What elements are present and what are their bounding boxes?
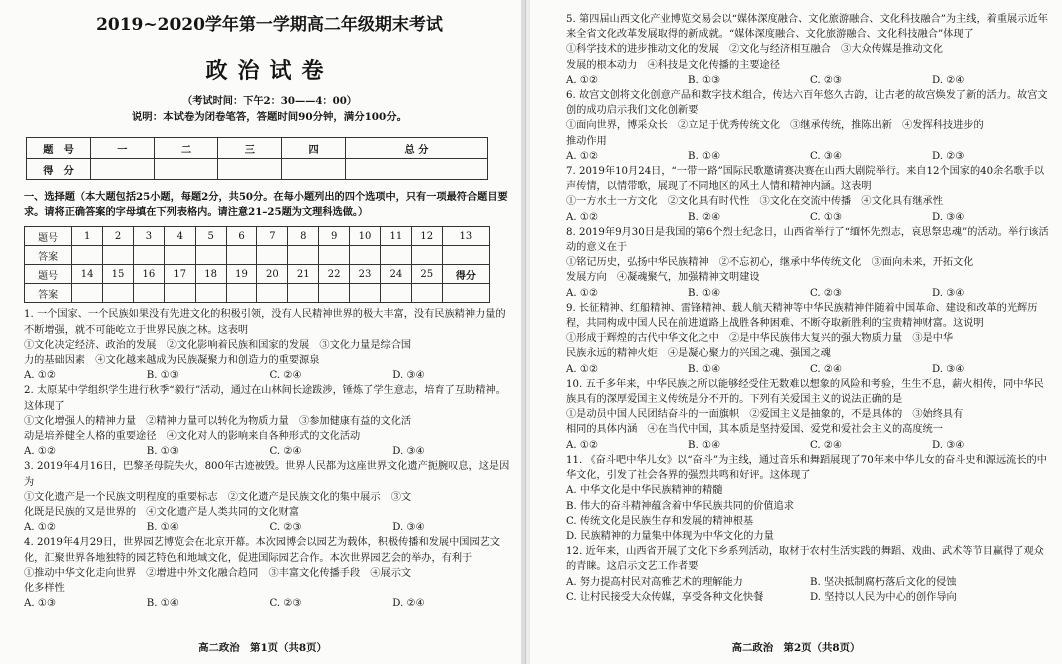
answer-cell[interactable]: [411, 284, 442, 303]
answer-table-row: [25, 265, 490, 284]
answer-cell[interactable]: [442, 284, 489, 303]
score-label-cell: 得 分: [27, 159, 91, 180]
question-1-statements: ①文化决定经济、政治的发展 ②文化影响着民族和国家的发展 ③文化力量是综合国: [24, 339, 412, 351]
option-d: D. ③④: [392, 370, 425, 382]
page-footer: 高二政治 第2页（共8页）: [731, 642, 861, 654]
question-4: 4. 2019年4月29日，世界园艺博览会在北京开幕。本次园博会以园艺为载体，积极传播和发展中国园艺文化，汇聚世界各地独特的园艺特色和地域文化，促进国际园艺合作。本次世界园艺会的举办，有利于: [24, 537, 501, 564]
question-6-statements: ①面向世界，博采众长 ②立足于优秀传统文化 ③继承传统，推陈出新 ④发挥科技进步的: [566, 120, 984, 132]
question-10: 10. 五千多年来，中华民族之所以能够经受住无数难以想象的风险和考验，生生不息，薪火相传，同中华民族具有的深厚爱国主义传统是分不开的。下列有关爱国主义的说法正确的是: [566, 378, 1044, 406]
answer-header-cell: 9: [319, 227, 350, 246]
score-header-cell: 三: [218, 138, 282, 159]
answer-header-cell: 10: [350, 227, 381, 246]
question-12: 12. 近年来，山西省开展了文化下乡系列活动，取材于农村生活实践的舞蹈、戏曲、武术等节目赢得了观众的青睐。这启示文艺工作者要: [566, 546, 1044, 573]
answer-header-cell: 22: [319, 265, 350, 284]
option-d: D. ②④: [392, 598, 425, 610]
answer-cell[interactable]: [319, 246, 350, 265]
option-a: A. 中华文化是中华民族精神的精髓: [566, 485, 723, 497]
option-d: D. 坚持以人民为中心的创作导向: [810, 591, 957, 603]
answer-header-cell: 4: [164, 227, 195, 246]
option-c: C. ②③: [269, 522, 302, 534]
answer-header-cell: 1: [72, 227, 103, 246]
answer-header-cell: 12: [411, 227, 442, 246]
option-c: C. 让村民接受大众传媒，享受各种文化快餐: [566, 591, 764, 603]
question-3: 3. 2019年4月16日，巴黎圣母院失火，800年古迹被毁。世界人民都为这座世界文化遗产扼腕叹息，这是因为: [24, 461, 510, 488]
answer-cell[interactable]: [195, 284, 226, 303]
option-b: B. ①④: [688, 287, 721, 299]
option-a: A. ①②: [566, 439, 599, 451]
question-9-statements: ①形成于辉煌的古代中华文化之中 ②是中华民族伟大复兴的强大物质力量 ③是中华: [566, 333, 954, 345]
score-cell[interactable]: [282, 159, 346, 180]
answer-cell[interactable]: [288, 284, 319, 303]
option-a: A. ①②: [24, 522, 57, 534]
question-10-statements: 相同的具体内涵 ④在当代中国，其本质是坚持爱国、爱党和爱社会主义的高度统一: [566, 424, 943, 436]
option-b: B. ①③: [146, 446, 179, 458]
question-3-statements: 化既是民族的又是世界的 ④文化遗产是人类共同的文化财富: [24, 507, 300, 519]
question-4-statements: 化多样性: [24, 583, 65, 595]
score-cell[interactable]: [91, 159, 155, 180]
answer-header-cell: 得分: [442, 265, 489, 284]
question-3-statements: ①文化遗产是一个民族文明程度的重要标志 ②文化遗产是民族文化的集中展示 ③文: [24, 491, 412, 503]
page-2: [530, 0, 1062, 664]
answer-header-cell: 题号: [25, 265, 72, 284]
option-d: D. ②④: [932, 74, 965, 86]
option-c: C. ②④: [810, 439, 843, 451]
exam-title: 2019~2020学年第一学期高二年级期末考试: [96, 15, 443, 35]
question-10-options: [566, 438, 1054, 453]
answer-cell[interactable]: [195, 246, 226, 265]
score-header-cell: 四: [282, 138, 346, 159]
option-b: B. ①④: [688, 150, 721, 162]
answer-header-cell: 14: [72, 265, 103, 284]
option-d: D. ③④: [392, 522, 425, 534]
option-c: C. ③④: [810, 150, 843, 162]
option-a: A. ①②: [566, 287, 599, 299]
page-1: [0, 0, 526, 664]
option-b: B. ②④: [688, 211, 721, 223]
answer-header-cell: 24: [380, 265, 411, 284]
option-c: C. ②④: [269, 370, 302, 382]
answer-table-row: [25, 284, 490, 303]
page-footer: 高二政治 第1页（共8页）: [198, 642, 327, 654]
question-4-statements: ①推动中华文化走向世界 ②增进中外文化融合趋同 ③丰富文化传播手段 ④展示文: [24, 567, 412, 579]
score-cell[interactable]: [345, 159, 487, 180]
answer-header-cell: 16: [133, 265, 164, 284]
section-1-heading: 一、选择题（本大题包括25小题，每题2分，共50分。在每小题列出的四个选项中，只有一项最符合题目要求。请将正确答案的字母填在下列表格内。请注意21–25题为文理科选做。）: [24, 191, 508, 219]
answer-header-cell: 17: [164, 265, 195, 284]
answer-table-row: [25, 227, 490, 246]
score-cell[interactable]: [218, 159, 282, 180]
answer-cell[interactable]: [319, 284, 350, 303]
question-1: 1. 一个国家、一个民族如果没有先进文化的积极引领，没有人民精神世界的极大丰富，没有民族精神力量的不断增强，就不可能屹立于世界民族之林。这表明: [24, 309, 506, 336]
answer-header-cell: 11: [380, 227, 411, 246]
question-8-statements: 发展方向 ④凝魂聚气，加强精神文明建设: [566, 272, 760, 284]
answer-cell[interactable]: [411, 246, 442, 265]
question-5-statements: 发展的根本动力 ④科技是文化传播的主要途径: [566, 59, 780, 71]
option-c: C. ②④: [269, 446, 302, 458]
question-11: 11. 《奋斗吧中华儿女》以“奋斗”为主线，通过音乐和舞蹈展现了70年来中华儿女的奋斗史和源远流长的中华文化，引发了社会各界的强烈共鸣和好评。这体现了: [566, 454, 1047, 482]
option-a: A. ①②: [24, 446, 57, 458]
answer-cell[interactable]: [164, 246, 195, 265]
option-b: B. ①④: [146, 522, 179, 534]
answer-header-cell: 19: [226, 265, 257, 284]
answer-header-cell: 7: [257, 227, 288, 246]
question-8: 8. 2019年9月30日是我国的第6个烈士纪念日，山西省举行了“缅怀先烈志，哀思祭忠魂”的活动。举行该活动的意义在于: [566, 226, 1049, 254]
answer-cell[interactable]: [442, 246, 489, 265]
answer-cell[interactable]: [226, 284, 257, 303]
score-table: [26, 137, 488, 180]
answer-cell[interactable]: [103, 246, 134, 265]
question-9-options: [566, 362, 1054, 377]
answer-header-cell: 6: [226, 227, 257, 246]
option-c: C. ①③: [810, 211, 843, 223]
answer-cell[interactable]: [133, 246, 164, 265]
score-header-cell: 总 分: [345, 138, 487, 159]
option-a: A. ①③: [24, 598, 57, 610]
answer-cell[interactable]: [350, 246, 381, 265]
answer-header-cell: 13: [442, 227, 489, 246]
question-10-statements: ①是动员中国人民团结奋斗的一面旗帜 ②爱国主义是抽象的，不是具体的 ③始终具有: [566, 409, 964, 421]
question-1-statements: 力的基础因素 ④文化越来越成为民族凝聚力和创造力的重要源泉: [24, 355, 320, 367]
answer-table: [24, 226, 490, 303]
answer-cell[interactable]: [72, 246, 103, 265]
question-2-options: [24, 444, 515, 459]
option-a: A. 努力提高村民对高雅艺术的理解能力: [566, 576, 743, 588]
answer-cell[interactable]: [226, 246, 257, 265]
option-a: A. ①②: [566, 74, 599, 86]
option-d: D. 民族精神的力量集中体现为中华文化的力量: [566, 530, 774, 542]
answer-header-cell: 23: [350, 265, 381, 284]
answer-cell[interactable]: [133, 284, 164, 303]
answer-cell[interactable]: [380, 246, 411, 265]
answer-header-cell: 15: [103, 265, 134, 284]
option-a: A. ①②: [566, 150, 599, 162]
option-c: C. ②③: [810, 287, 843, 299]
option-b: B. ①④: [688, 363, 721, 375]
answer-cell[interactable]: [350, 284, 381, 303]
option-b: B. ①③: [146, 370, 179, 382]
question-2-statements: 动是培养健全人格的重要途径 ④文化对人的影响来自各种形式的文化活动: [24, 431, 361, 443]
option-b: B. ①④: [146, 598, 179, 610]
question-2-statements: ①文化增强人的精神力量 ②精神力量可以转化为物质力量 ③参加健康有益的文化活: [24, 415, 412, 427]
option-d: D. ②③: [932, 150, 965, 162]
question-8-statements: ①铭记历史，弘扬中华民族精神 ②不忘初心，继承中华传统文化 ③面向未来，开拓文化: [566, 257, 974, 269]
answer-header-cell: 2: [103, 227, 134, 246]
option-b: B. ①④: [688, 439, 721, 451]
answer-header-cell: 20: [257, 265, 288, 284]
exam-time: （考试时间：下午2：30——4：00）: [182, 95, 357, 107]
option-a: A. ①②: [566, 363, 599, 375]
exam-note: 说明：本试卷为闭卷笔答，答题时间90分钟，满分100分。: [131, 111, 408, 123]
option-c: C. 传统文化是民族生存和发展的精神根基: [566, 515, 754, 527]
answer-cell[interactable]: [288, 246, 319, 265]
answer-header-cell: 25: [411, 265, 442, 284]
question-6-options: [566, 149, 1054, 164]
score-cell[interactable]: [154, 159, 218, 180]
option-d: D. ③④: [392, 446, 425, 458]
question-12-options: [566, 590, 1054, 605]
answer-cell[interactable]: [257, 246, 288, 265]
option-c: C. ②④: [810, 363, 843, 375]
option-b: B. ①③: [688, 74, 721, 86]
answer-table-row: [25, 246, 490, 265]
question-6-statements: 推动作用: [566, 135, 607, 147]
option-d: D. ③④: [932, 211, 965, 223]
score-header-cell: 题 号: [27, 138, 91, 159]
question-4-options: [24, 596, 515, 611]
answer-cell[interactable]: [257, 284, 288, 303]
option-c: C. ②③: [810, 74, 843, 86]
answer-header-cell: 题号: [25, 227, 72, 246]
question-8-options: [566, 286, 1054, 301]
question-6: 6. 故宫文创将文化创意产品和数字技术组合，传达六百年悠久古韵，让古老的故宫焕发了新的活力。故宫文创的成功启示我们文化创新要: [566, 90, 1048, 117]
question-5-statements: ①科学技术的进步推动文化的发展 ②文化与经济相互融合 ③大众传媒是推动文化: [566, 44, 943, 56]
question-9: 9. 长征精神、红船精神、雷锋精神、载人航天精神等中华民族精神伴随着中国革命、建设和改革的光辉历程，共同构成中国人民在前进道路上战胜各种困难、不断夺取新胜利的宝贵精神财富。这说明: [566, 302, 1038, 330]
question-7-statements: ①一方水土一方文化 ②文化具有时代性 ③文化在交流中传播 ④文化具有继承性: [566, 196, 943, 208]
option-d: D. ③④: [932, 287, 965, 299]
question-1-options: [24, 368, 515, 383]
option-a: A. ①②: [566, 211, 599, 223]
answer-label-cell: 答案: [25, 284, 72, 303]
answer-cell[interactable]: [72, 284, 103, 303]
option-b: B. 伟大的奋斗精神蕴含着中华民族共同的价值追求: [566, 500, 794, 512]
question-9-statements: 民族永远的精神火炬 ④是凝心聚力的兴国之魂、强国之魂: [566, 348, 831, 360]
question-12-options: [566, 575, 1054, 590]
answer-cell[interactable]: [164, 284, 195, 303]
answer-cell[interactable]: [380, 284, 411, 303]
option-b: B. 坚决抵制腐朽落后文化的侵蚀: [810, 576, 957, 588]
question-5: 5. 第四届山西文化产业博览交易会以“媒体深度融合、文化旅游融合、文化科技融合”为主线，着重展示近年来全省文化改革发展取得的新成就。“媒体深度融合、文化旅游融合、文化科技融合”体现了: [566, 14, 1048, 41]
subject-title: 政治试卷: [205, 58, 334, 84]
page-divider: [521, 0, 525, 664]
option-a: A. ①②: [24, 370, 57, 382]
answer-header-cell: 5: [195, 227, 226, 246]
answer-header-cell: 8: [288, 227, 319, 246]
option-d: D. ③④: [932, 439, 965, 451]
score-header-cell: 二: [154, 138, 218, 159]
question-7: 7. 2019年10月24日，“一带一路”国际民歌邀请赛决赛在山西大剧院举行。来自12个国家的40余名歌手以声传情，以情带歌，展现了不同地区的风土人情和精神内涵。这表明: [566, 166, 1045, 193]
score-header-cell: 一: [91, 138, 155, 159]
option-c: C. ②③: [269, 598, 302, 610]
question-7-options: [566, 210, 1054, 225]
answer-header-cell: 3: [133, 227, 164, 246]
answer-label-cell: 答案: [25, 246, 72, 265]
question-3-options: [24, 520, 515, 535]
option-d: D. ③④: [932, 363, 965, 375]
answer-header-cell: 21: [288, 265, 319, 284]
answer-header-cell: 18: [195, 265, 226, 284]
answer-cell[interactable]: [103, 284, 134, 303]
question-5-options: [566, 73, 1054, 88]
question-2: 2. 太原某中学组织学生进行秋季“毅行”活动，通过在山林间长途跋涉，锤炼了学生意志，培育了互助精神。这体现了: [24, 385, 506, 412]
